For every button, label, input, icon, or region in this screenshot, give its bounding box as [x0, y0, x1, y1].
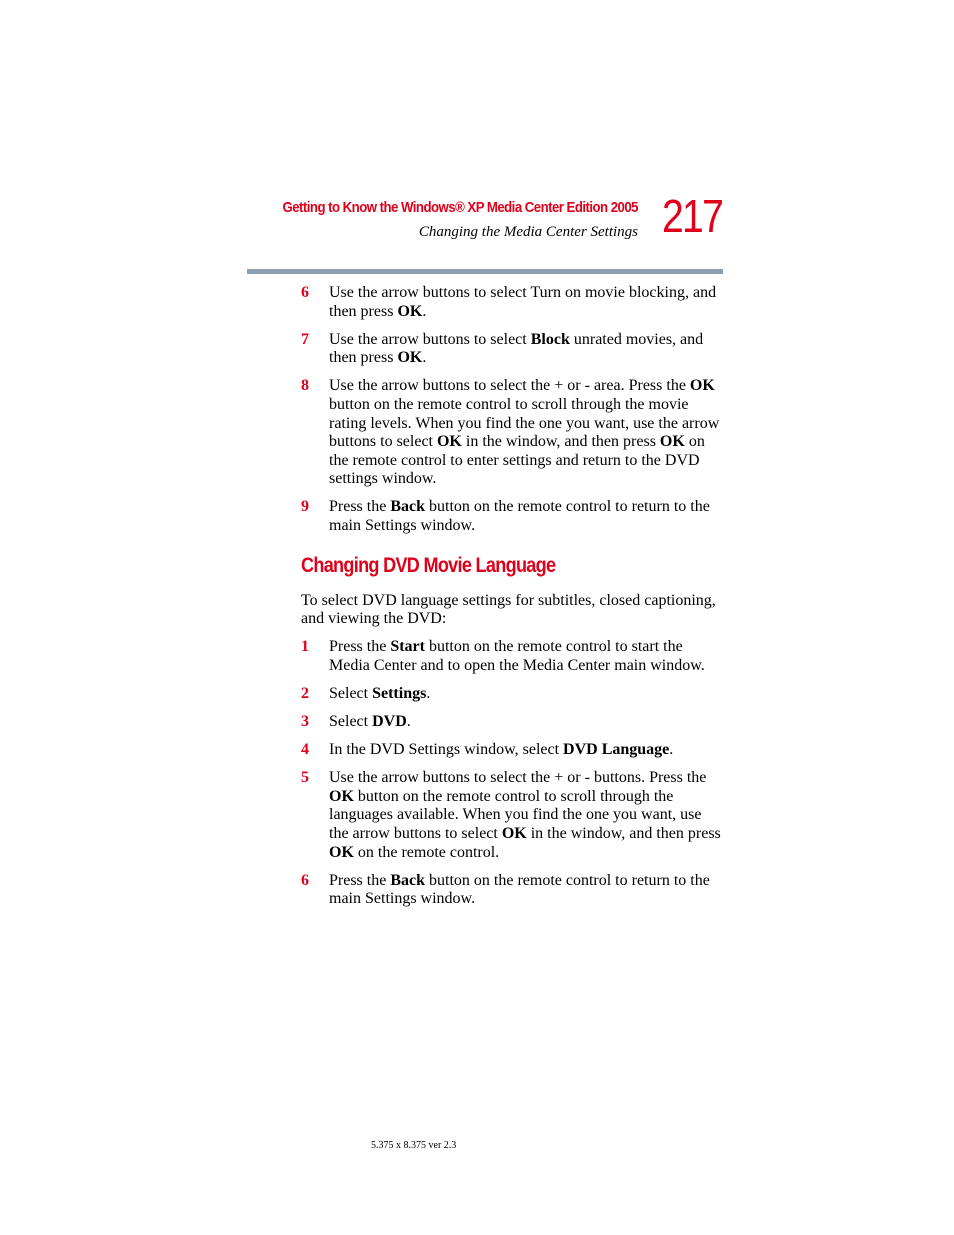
text-run: in the window, and then press — [461, 433, 660, 451]
text-run: on the remote control. — [353, 843, 500, 861]
footer-version: 5.375 x 8.375 ver 2.3 — [371, 1140, 457, 1151]
text-run: . — [426, 685, 431, 702]
step-text — [329, 685, 430, 702]
step-text — [329, 284, 716, 320]
step-text — [329, 377, 719, 487]
step-text — [329, 331, 703, 367]
bold-term: OK — [329, 787, 354, 805]
text-run: in the window, and then press — [526, 825, 721, 843]
page-number: 217 — [662, 190, 723, 242]
section-intro: To select DVD language settings for subtitles, closed captioning, and viewing the DVD: — [301, 591, 716, 628]
step-number: 7 — [301, 330, 309, 348]
bold-term: Start — [390, 638, 425, 656]
text-run: . — [422, 302, 427, 320]
list-item — [301, 713, 721, 732]
step-number: 2 — [301, 685, 309, 702]
text-run: . — [422, 349, 427, 367]
header-rule — [247, 269, 723, 274]
list-item — [301, 377, 721, 489]
step-number: 8 — [301, 377, 309, 395]
list-item — [301, 872, 721, 909]
step-text — [329, 498, 710, 534]
step-text — [329, 741, 673, 758]
step-number: 6 — [301, 871, 309, 889]
bold-term: Block — [530, 330, 570, 348]
step-number: 1 — [301, 638, 309, 656]
list-item — [301, 331, 721, 368]
step-number: 9 — [301, 498, 309, 516]
list-item — [301, 284, 721, 321]
text-run: Press the — [329, 498, 391, 516]
text-run: button on the remote control to scroll through the movie rating levels. When you find the one you want, use the arrow buttons to select — [329, 395, 720, 451]
page-content — [301, 284, 721, 918]
step-number: 6 — [301, 284, 309, 301]
step-text — [329, 713, 411, 730]
text-run: button on the remote control to return to the main Settings window. — [329, 871, 710, 908]
text-run: . — [669, 741, 674, 759]
text-run: button on the remote control to start the Media Center and to open the Media Center main window. — [329, 638, 705, 674]
bold-term: DVD Language — [563, 741, 670, 759]
list-item — [301, 685, 721, 704]
step-text — [329, 769, 721, 860]
step-number: 5 — [301, 769, 309, 787]
step-text — [329, 872, 710, 908]
text-run: . — [406, 713, 411, 731]
bold-term: Settings — [372, 685, 427, 702]
step-list-movie-blocking — [301, 284, 721, 536]
step-number: 3 — [301, 713, 309, 731]
bold-term: OK — [659, 433, 685, 451]
chapter-title: Getting to Know the Windows® XP Media Center Edition 2005 — [282, 199, 638, 216]
list-item — [301, 741, 721, 760]
text-run: Press the — [329, 638, 391, 656]
bold-term: OK — [436, 433, 462, 451]
step-number: 4 — [301, 741, 309, 759]
section-heading: Changing DVD Movie Language — [301, 553, 556, 577]
text-run: Select — [329, 685, 373, 702]
text-run: Use the arrow buttons to select — [329, 330, 531, 348]
bold-term: DVD — [372, 713, 407, 731]
text-run: In the DVD Settings window, select — [329, 741, 564, 759]
text-run: on the remote control to enter settings and return to the DVD settings window. — [329, 433, 705, 488]
text-run: button on the remote control to return to the main Settings window. — [329, 498, 710, 535]
step-text — [329, 638, 705, 674]
text-run: Press the — [329, 871, 391, 889]
bold-term: OK — [397, 349, 423, 367]
bold-term: Back — [390, 871, 425, 889]
text-run: Use the arrow buttons to select Turn on movie blocking, and then press — [329, 284, 717, 320]
running-head — [234, 199, 638, 241]
text-run: unrated movies, and then press — [329, 330, 704, 367]
bold-term: Back — [390, 498, 425, 516]
list-item — [301, 769, 721, 862]
list-item — [301, 498, 721, 535]
text-run: button on the remote control to scroll through the languages available. When you find the one you want, use the arrow buttons to select — [329, 787, 702, 843]
text-run: Select — [329, 713, 373, 731]
list-item — [301, 638, 721, 675]
bold-term: OK — [689, 377, 715, 395]
bold-term: OK — [397, 302, 423, 320]
text-run: Use the arrow buttons to select the + or - buttons. Press the — [329, 769, 707, 787]
section-title: Changing the Media Center Settings — [418, 224, 638, 240]
step-list-dvd-language — [301, 638, 721, 909]
bold-term: OK — [501, 825, 527, 843]
text-run: Use the arrow buttons to select the + or - area. Press the — [329, 377, 690, 395]
bold-term: OK — [329, 843, 354, 861]
